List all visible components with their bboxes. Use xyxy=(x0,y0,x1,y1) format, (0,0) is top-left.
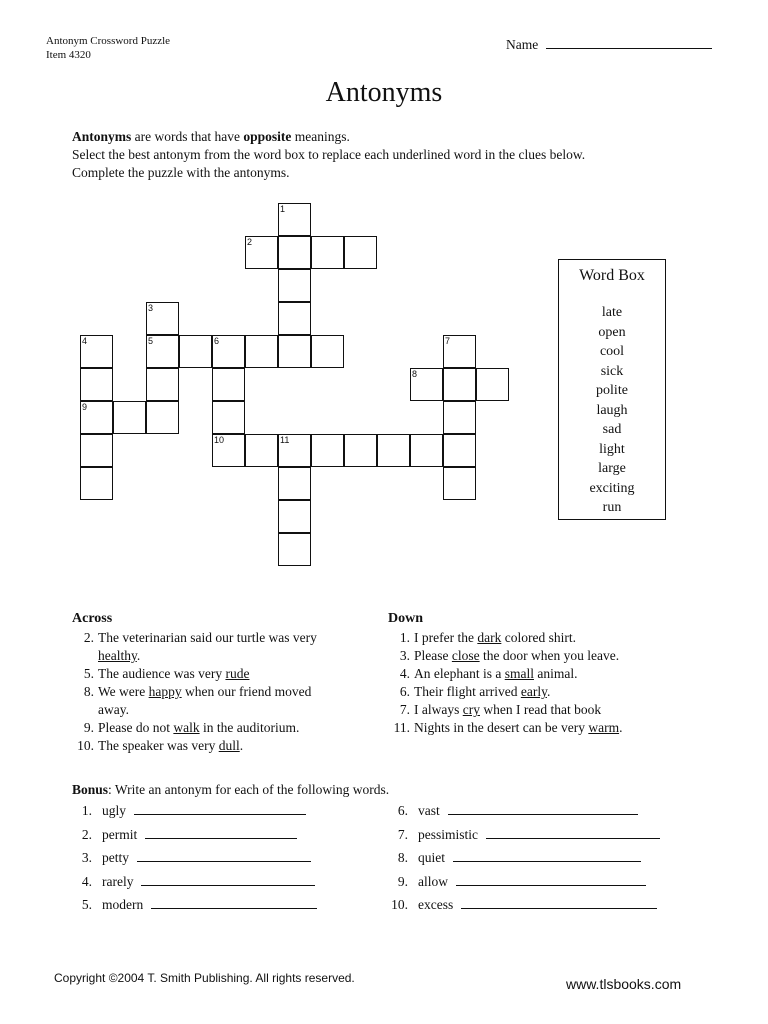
intro-line-2: Select the best antonym from the word box to replace each underlined word in the clues below. xyxy=(72,147,586,162)
bonus-number: 2. xyxy=(81,826,92,842)
grid-cell[interactable] xyxy=(278,335,311,368)
underlined-word: cry xyxy=(462,702,480,717)
antonyms-term: Antonyms xyxy=(72,129,132,144)
bonus-number: 10. xyxy=(391,897,408,912)
grid-cell[interactable] xyxy=(443,368,476,401)
underlined-word: walk xyxy=(173,720,200,735)
page-title: Antonyms xyxy=(325,77,443,108)
clue-text xyxy=(98,719,362,737)
clue-number: 10 xyxy=(214,435,225,445)
bonus-item xyxy=(388,800,638,820)
bonus-number: 4. xyxy=(81,873,92,889)
clue-number: 9. xyxy=(83,720,94,735)
bonus-item xyxy=(72,894,317,914)
bonus-number: 8. xyxy=(397,850,408,865)
word-box-title: Word Box xyxy=(579,267,645,284)
answer-line[interactable] xyxy=(145,824,297,839)
clue-number: 2 xyxy=(247,237,253,247)
bonus-item xyxy=(72,824,297,844)
clue-number: 5. xyxy=(83,666,94,681)
clue-text-post: animal. xyxy=(533,666,578,681)
clue-text xyxy=(414,719,688,737)
clue-number: 6. xyxy=(399,684,410,699)
grid-cell[interactable] xyxy=(443,401,476,434)
across-heading: Across xyxy=(72,611,113,626)
copyright: Copyright ©2004 T. Smith Publishing. All rights reserved. xyxy=(54,971,355,985)
clue-text xyxy=(414,629,688,647)
answer-line[interactable] xyxy=(141,871,315,886)
grid-cell[interactable] xyxy=(212,368,245,401)
grid-cell[interactable] xyxy=(113,401,146,434)
answer-line[interactable] xyxy=(151,894,317,909)
grid-cell[interactable] xyxy=(146,368,179,401)
grid-cell[interactable] xyxy=(278,236,311,269)
bonus-number: 9. xyxy=(397,873,408,889)
clue-text-pre: I always xyxy=(414,702,463,717)
clue-number: 7. xyxy=(399,702,410,717)
answer-line[interactable] xyxy=(461,894,657,909)
word-box-item: exciting xyxy=(589,480,635,496)
grid-cell[interactable] xyxy=(443,467,476,500)
grid-cell[interactable] xyxy=(80,368,113,401)
grid-cell[interactable] xyxy=(476,368,509,401)
word-box-item: cool xyxy=(599,344,625,359)
grid-cell[interactable] xyxy=(410,434,443,467)
answer-line[interactable] xyxy=(456,871,646,886)
clue-text-post: when I read that book xyxy=(479,702,602,717)
grid-cell[interactable] xyxy=(278,302,311,335)
word-list xyxy=(559,303,665,518)
grid-cell[interactable] xyxy=(443,434,476,467)
grid-cell[interactable] xyxy=(311,335,344,368)
grid-cell[interactable] xyxy=(146,302,179,335)
clue-number: 4 xyxy=(82,336,88,346)
answer-line[interactable] xyxy=(134,800,306,815)
bonus-number: 3. xyxy=(81,850,92,865)
grid-cell[interactable] xyxy=(179,335,212,368)
word-box-item: late xyxy=(601,305,623,320)
grid-cell[interactable] xyxy=(278,434,311,467)
intro-text: are words that have xyxy=(131,129,244,144)
grid-cell[interactable] xyxy=(278,500,311,533)
grid-cell[interactable] xyxy=(311,434,344,467)
grid-cell[interactable] xyxy=(80,335,113,368)
grid-cell[interactable] xyxy=(212,401,245,434)
bonus-number: 5. xyxy=(81,897,92,912)
clue-number: 9 xyxy=(82,402,88,412)
clue-text xyxy=(414,665,688,683)
clue-text-post: . xyxy=(546,684,551,699)
clue-text-pre: An elephant is a xyxy=(414,666,505,681)
clue-number: 7 xyxy=(445,336,451,346)
clue-number: 2. xyxy=(83,630,94,645)
clue-text-post: . xyxy=(136,648,141,663)
underlined-word: dull xyxy=(218,738,240,753)
grid-cell[interactable] xyxy=(278,467,311,500)
clue-number: 3 xyxy=(148,303,154,313)
puzzle-name: Antonym Crossword Puzzle xyxy=(46,35,171,47)
clue-text-post: the door when you leave. xyxy=(479,648,620,663)
bonus-number: 6. xyxy=(397,803,408,818)
grid-cell[interactable] xyxy=(245,236,278,269)
clue-number: 10. xyxy=(77,738,94,753)
bonus-item xyxy=(388,871,646,891)
word-box-item: laugh xyxy=(596,402,628,418)
clue-text xyxy=(98,737,362,755)
grid-cell[interactable] xyxy=(278,533,311,566)
clue-text-line2: away. xyxy=(98,702,129,717)
bonus-number: 7. xyxy=(397,826,408,842)
clue-text-post: . xyxy=(239,738,244,753)
clue-text-pre: Their flight arrived xyxy=(414,684,521,699)
answer-line[interactable] xyxy=(448,800,638,815)
clue-text-post: when our friend moved xyxy=(181,684,312,699)
item-number: Item 4320 xyxy=(46,49,91,61)
bonus-instruction xyxy=(72,781,389,799)
website-link[interactable]: www.tlsbooks.com xyxy=(566,976,682,992)
bonus-word: petty xyxy=(102,850,129,865)
bonus-word: pessimistic xyxy=(418,826,478,842)
grid-cell[interactable] xyxy=(80,467,113,500)
grid-cell[interactable] xyxy=(344,236,377,269)
word-box-item: sad xyxy=(602,422,622,437)
answer-line[interactable] xyxy=(453,847,641,862)
clue-text-pre: The speaker was very xyxy=(98,738,219,753)
clue-text xyxy=(98,665,362,683)
bonus-word: modern xyxy=(102,897,144,912)
clue-text-pre: Please xyxy=(414,648,452,663)
clue-text xyxy=(414,701,688,719)
underlined-word: happy xyxy=(148,684,182,699)
bonus-word: permit xyxy=(102,826,138,842)
clue-number: 3. xyxy=(399,648,410,663)
bonus-item xyxy=(388,894,657,914)
clue-text-pre: I prefer the xyxy=(414,630,478,645)
clue-text xyxy=(98,683,362,719)
bonus-number: 1. xyxy=(81,803,92,818)
bonus-item xyxy=(72,800,306,820)
grid-cell[interactable] xyxy=(311,236,344,269)
grid-cell[interactable] xyxy=(278,269,311,302)
underlined-word: small xyxy=(504,666,534,681)
underlined-word: healthy xyxy=(98,648,137,663)
underlined-word: close xyxy=(451,648,480,663)
name-label: Name xyxy=(506,37,539,52)
clue-number: 1 xyxy=(280,204,286,214)
clue-number: 8. xyxy=(83,684,94,699)
grid-cell[interactable] xyxy=(443,335,476,368)
answer-line[interactable] xyxy=(137,847,311,862)
word-box-item: light xyxy=(599,441,625,457)
grid-cell[interactable] xyxy=(245,335,278,368)
clue-text-pre: The veterinarian said our turtle was very xyxy=(98,630,317,645)
grid-cell[interactable] xyxy=(344,434,377,467)
bonus-item xyxy=(72,847,311,867)
opposite-term: opposite xyxy=(243,129,292,144)
clue-text-post: in the auditorium. xyxy=(199,720,300,735)
clue-number: 4. xyxy=(399,666,410,681)
bonus-text: : Write an antonym for each of the following words. xyxy=(108,782,390,797)
clue-text xyxy=(414,683,688,701)
grid-cell[interactable] xyxy=(146,335,179,368)
underlined-word: rude xyxy=(225,666,250,681)
bonus-item xyxy=(388,847,641,867)
underlined-word: dark xyxy=(477,630,502,645)
clue-number: 1. xyxy=(399,630,410,645)
word-box-item: sick xyxy=(600,363,624,379)
down-heading: Down xyxy=(388,611,424,626)
clue-text xyxy=(98,629,362,665)
clue-number: 8 xyxy=(412,369,418,379)
clue-text-post: . xyxy=(619,720,623,735)
answer-line[interactable] xyxy=(486,824,660,839)
underlined-word: warm xyxy=(588,720,620,735)
clue-text-pre: Please do not xyxy=(98,720,174,735)
underlined-word: early xyxy=(520,684,547,699)
word-box xyxy=(558,259,666,520)
grid-cell[interactable] xyxy=(212,434,245,467)
clue-text-post: colored shirt. xyxy=(501,630,576,645)
clue-number: 11. xyxy=(393,720,410,735)
clue-number: 6 xyxy=(214,336,220,346)
bonus-word: excess xyxy=(418,897,454,912)
bonus-item xyxy=(72,871,315,891)
bonus-word: ugly xyxy=(102,803,127,818)
clue-text xyxy=(414,647,688,665)
bonus-item xyxy=(388,824,660,844)
word-box-item: open xyxy=(598,324,626,340)
clue-text-pre: We were xyxy=(98,684,149,699)
bonus-label: Bonus xyxy=(72,782,109,797)
intro-line-3: Complete the puzzle with the antonyms. xyxy=(72,165,290,180)
clue-text-pre: The audience was very xyxy=(98,666,226,681)
grid-cell[interactable] xyxy=(410,368,443,401)
clue-text-pre: Nights in the desert can be very xyxy=(414,720,589,735)
word-box-item: large xyxy=(598,461,626,476)
grid-cell[interactable] xyxy=(245,434,278,467)
intro-text-end: meanings. xyxy=(291,129,350,144)
grid-cell[interactable] xyxy=(212,335,245,368)
bonus-word: rarely xyxy=(102,873,134,889)
grid-cell[interactable] xyxy=(80,401,113,434)
bonus-word: vast xyxy=(418,803,440,818)
grid-cell[interactable] xyxy=(278,203,311,236)
grid-cell[interactable] xyxy=(146,401,179,434)
bonus-word: quiet xyxy=(418,850,445,865)
word-box-item: run xyxy=(602,500,622,515)
grid-cell[interactable] xyxy=(377,434,410,467)
grid-cell[interactable] xyxy=(80,434,113,467)
clue-number: 11 xyxy=(280,435,290,445)
word-box-item: polite xyxy=(596,383,628,398)
clue-number: 5 xyxy=(148,336,154,346)
bonus-word: allow xyxy=(418,873,448,889)
